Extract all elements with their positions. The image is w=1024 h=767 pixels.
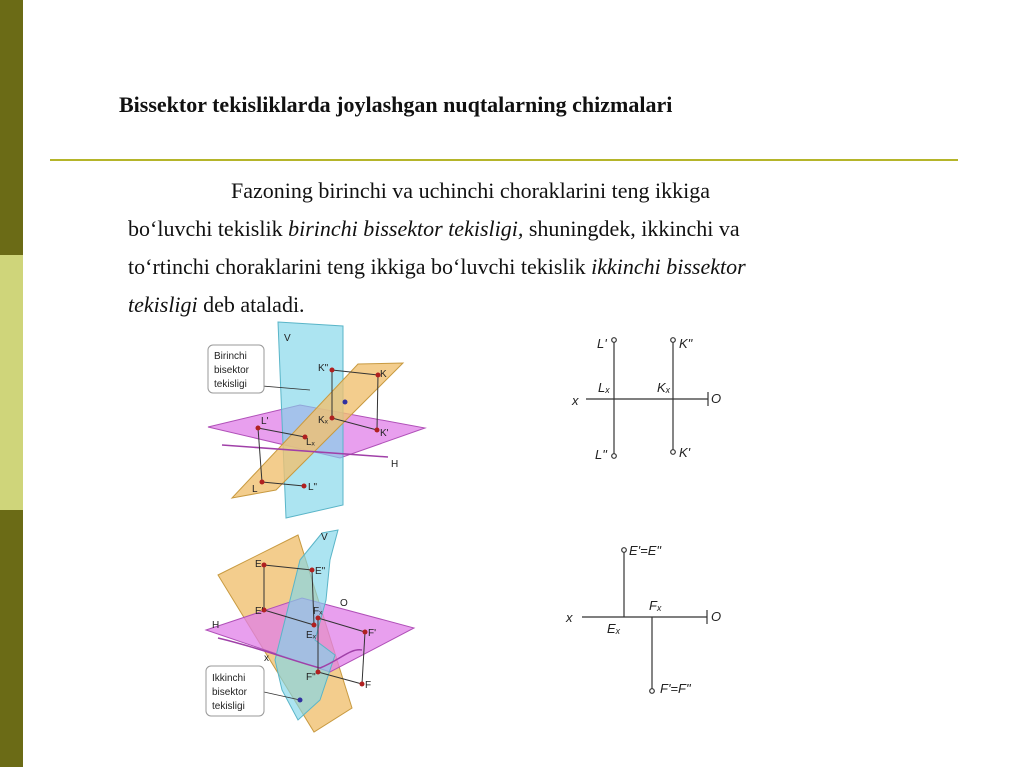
label-e1: E'	[255, 606, 264, 617]
point-l2	[302, 484, 307, 489]
point-f2	[316, 670, 321, 675]
epure1-label-lx: Lₓ	[598, 380, 611, 395]
point-e	[262, 563, 267, 568]
label-fx: Fₓ	[313, 606, 323, 617]
para-line2a: bo‘luvchi tekislik	[128, 216, 289, 241]
label-v-1: V	[284, 333, 291, 344]
label-lx: Lₓ	[306, 437, 315, 448]
label-ex: Eₓ	[306, 630, 316, 641]
point-f	[360, 682, 365, 687]
label-h-1: H	[391, 459, 399, 470]
para-line4-italic: tekisligi	[128, 292, 198, 317]
label-x-2: x	[264, 653, 269, 664]
epure2-label-ex: Eₓ	[607, 621, 621, 636]
slide-title: Bissektor tekisliklarda joylashgan nuqtalarning chizmalari	[119, 92, 673, 117]
epure1-point-l2	[612, 454, 617, 459]
box2-line3: tekisligi	[212, 701, 245, 712]
box2-line1: Ikkinchi	[212, 673, 246, 684]
epure2-label-fx: Fₓ	[649, 598, 662, 613]
epure2-label-f: F'=F"	[660, 681, 691, 696]
figure1-spatial	[208, 322, 425, 518]
para-line1: Fazoning birinchi va uchinchi choraklarini teng ikkiga	[231, 178, 710, 203]
epure2	[582, 548, 707, 694]
label-k1: K'	[380, 428, 389, 439]
para-line2b: shuningdek, ikkinchi va	[523, 216, 740, 241]
point-k2	[330, 368, 335, 373]
point-ex	[312, 623, 317, 628]
box-pointer-2	[298, 698, 303, 703]
epure1-label-l2: L"	[595, 447, 607, 462]
para-line4b: deb ataladi.	[197, 292, 305, 317]
box2-line2: bisektor	[212, 687, 248, 698]
epure2-label-e: E'=E"	[629, 543, 662, 558]
box1-line2: bisektor	[214, 365, 250, 376]
epure1-label-k1: K'	[679, 445, 691, 460]
label-l1: L'	[261, 416, 269, 427]
label-k2: K"	[318, 363, 329, 374]
label-e2: E"	[315, 566, 326, 577]
label-f: F	[365, 680, 372, 691]
label-l2: L"	[308, 482, 318, 493]
point-f1	[363, 630, 368, 635]
epure1-label-l1: L'	[597, 336, 607, 351]
point-kx	[330, 416, 335, 421]
point-l1	[256, 426, 261, 431]
figure2-spatial	[206, 530, 414, 732]
epure2-point-f	[650, 689, 655, 694]
label-f1: F'	[368, 628, 377, 639]
label-e: E	[255, 559, 262, 570]
para-line3-italic: ikkinchi bissektor	[591, 254, 746, 279]
label-k: K	[380, 369, 387, 380]
label-h-2: H	[212, 620, 220, 631]
label-f2: F"	[306, 672, 316, 683]
epure1-label-kx: Kₓ	[657, 380, 671, 395]
box1-line3: tekisligi	[214, 379, 247, 390]
box1-line1: Birinchi	[214, 351, 247, 362]
epure1-point-k1	[671, 450, 676, 455]
label-v-2: V	[321, 532, 328, 543]
epure1-label-k2: K"	[679, 336, 693, 351]
para-line3a: to‘rtinchi choraklarini teng ikkiga bo‘luvchi tekislik	[128, 254, 592, 279]
epure1-label-x: x	[572, 393, 579, 408]
epure2-label-x: x	[566, 610, 573, 625]
para-line2-italic: birinchi bissektor tekisligi,	[288, 216, 524, 241]
label-o-2: O	[340, 598, 348, 609]
epure1	[586, 338, 708, 459]
epure1-point-k2	[671, 338, 676, 343]
label-kx: Kₓ	[318, 415, 328, 426]
point-k1	[375, 428, 380, 433]
epure2-label-o: O	[711, 609, 722, 624]
epure1-label-o: O	[711, 391, 722, 406]
point-e2	[310, 568, 315, 573]
box-pointer-1	[343, 400, 348, 405]
epure1-point-l1	[612, 338, 617, 343]
point-l	[260, 480, 265, 485]
epure2-point-e	[622, 548, 627, 553]
label-l: L	[252, 484, 258, 495]
